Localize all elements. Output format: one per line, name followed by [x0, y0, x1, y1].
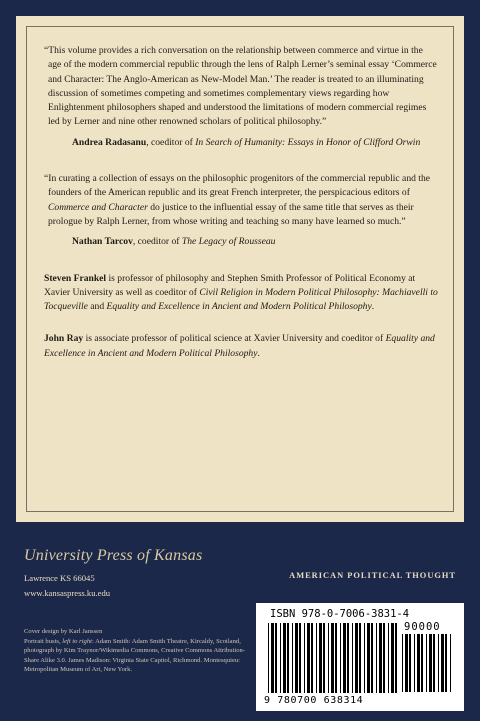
credits-design: Cover design by Karl Janssen [24, 628, 103, 635]
bio-1-text-a: is professor of philosophy and Stephen Smith Professor of Political Economy at Xavier University as well as coeditor of [44, 272, 416, 298]
isbn-barcode [256, 603, 464, 711]
blurb-1-quote: “This volume provides a rich conversation on the relationship between commerce and virtue in the age of the modern commercial republic through the lens of Ralph Lerner’s seminal essay ‘Commerce and Character: The Anglo-American as New-Model Man.’ The reader is treated to an illuminating discussion of sometimes competing and sometimes complementary views regarding how Enlightenment philosophers shaped and understood the limitations of modern commercial regimes led by Lerner and nine other renowned scholars of political philosophy.” [44, 45, 437, 128]
bio-steven-frankel [44, 272, 438, 315]
blurb-1-work: In Search of Humanity: Essays in Honor of Clifford Orwin [195, 136, 421, 148]
blurb-2-quote-b: do justice to the influential essay of the same title that serves as their prologue by Ralph Lerner, from whose writing and teaching so many have learned so much.” [48, 201, 414, 227]
bio-1-name: Steven Frankel [44, 272, 107, 284]
bio-1-text-b: and [87, 301, 107, 313]
blurb-1-attribution [72, 136, 438, 150]
bio-2-name: John Ray [44, 333, 84, 345]
publisher-address: Lawrence KS 66045 [24, 573, 95, 583]
blurb-2-name: Nathan Tarcov [72, 236, 133, 248]
blurb-1-name: Andrea Radasanu [72, 136, 147, 148]
blurb-1-role: , coeditor of [146, 136, 196, 148]
bio-2-title-a: Equality and Excellence in Ancient and Modern Political Philosophy [44, 333, 435, 359]
blurb-2-role: , coeditor of [132, 236, 182, 248]
addon-barcode-bars [402, 634, 454, 694]
cover-credits [24, 627, 252, 675]
panel-content [44, 44, 438, 361]
ean-digits: 9 780700 638314 [264, 695, 364, 706]
blurb-2-work: The Legacy of Rousseau [181, 236, 276, 248]
blurb-2-attribution [72, 235, 438, 249]
credits-portraits: Portrait busts, left to right: Adam Smith: Adam Smith Theatre, Kircaldy, Scotland, photograph by Kim Traynor/Wikimedia Commons, Creative Commons Attribution-Share Alike 3.0. James Madison: Virginia State Capitol, Richmond. Montesquieu: Metropolitan Museum of Art, New York. [24, 637, 245, 674]
isbn-number: ISBN 978-0-7006-3831-4 [270, 608, 410, 620]
ean-barcode-bars [268, 623, 400, 695]
bio-john-ray [44, 332, 438, 361]
publisher-name: University Press of Kansas [24, 547, 203, 564]
bio-1-text-c: . [371, 301, 375, 313]
bio-1-title-b: Equality and Excellence in Ancient and Modern Political Philosophy [106, 301, 372, 313]
blurb-2-quote-a: “In curating a collection of essays on the philosophic progenitors of the commercial republic and the founders of the American republic and its great French interpreter, the perspicacious editors of [44, 173, 431, 199]
bio-1-title-a: Civil Religion in Modern Political Philosophy: Machiavelli to Tocqueville [44, 286, 438, 313]
blurb-2-quote-title: Commerce and Character [48, 201, 148, 213]
back-cover-text-panel [16, 16, 464, 522]
blurb-2-quote [44, 172, 438, 229]
bio-2-text-b: . [257, 347, 260, 359]
addon-number: 90000 [404, 621, 441, 633]
bio-2-text-a: is associate professor of political science at Xavier University and coeditor of [83, 333, 386, 345]
series-name: AMERICAN POLITICAL THOUGHT [289, 571, 456, 580]
publisher-website[interactable]: www.kansaspress.ku.edu [24, 588, 111, 598]
